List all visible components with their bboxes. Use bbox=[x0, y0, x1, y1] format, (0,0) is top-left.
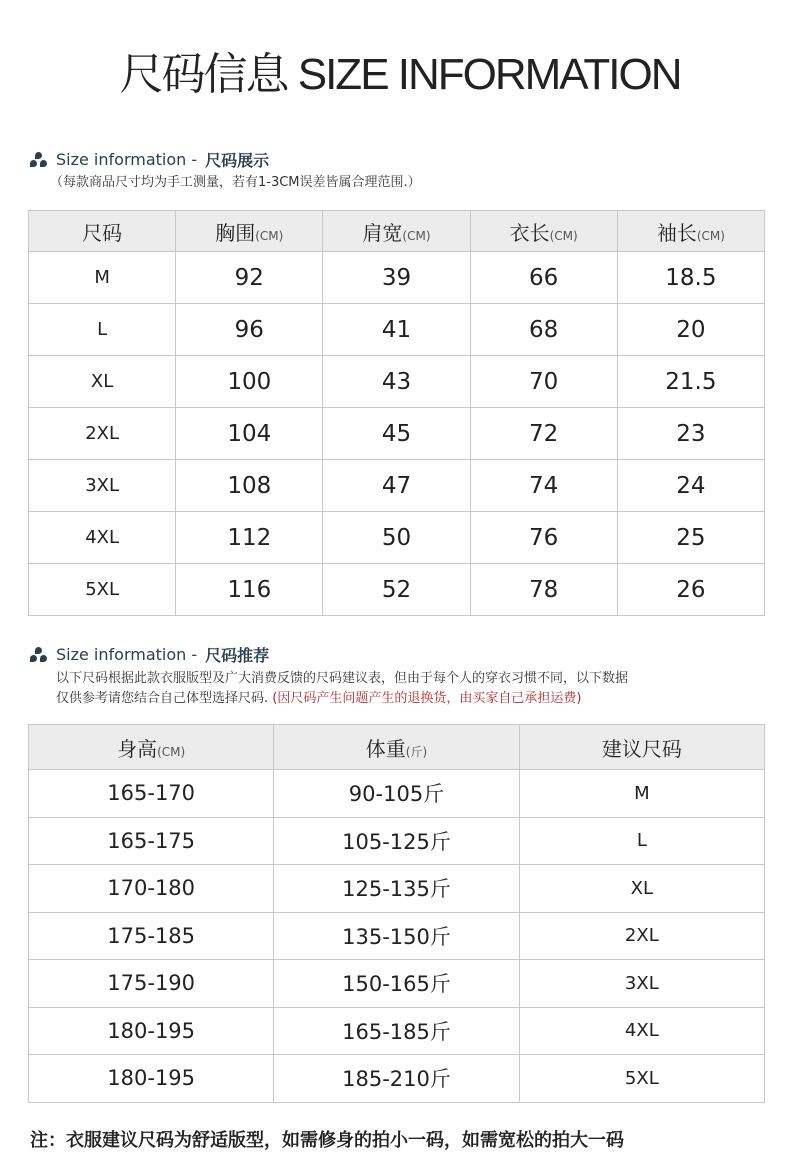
table-cell: 180-195 bbox=[29, 1055, 274, 1103]
table-row bbox=[29, 1007, 765, 1055]
table-cell: 47 bbox=[323, 460, 470, 512]
table-row bbox=[29, 356, 765, 408]
table-row bbox=[29, 1055, 765, 1103]
recommend-note bbox=[56, 669, 628, 709]
column-header: 建议尺码 bbox=[519, 725, 764, 770]
table-cell: 45 bbox=[323, 408, 470, 460]
table-cell: M bbox=[29, 252, 176, 304]
table-cell: 170-180 bbox=[29, 865, 274, 913]
table-cell: 76 bbox=[470, 512, 617, 564]
table-row bbox=[29, 817, 765, 865]
dots-icon bbox=[30, 152, 48, 168]
note-warning: (因尺码产生问题产生的退换货，由买家自己承担运费) bbox=[272, 691, 582, 706]
size-table bbox=[28, 210, 765, 616]
table-cell: 2XL bbox=[29, 408, 176, 460]
column-header: 尺码 bbox=[29, 211, 176, 252]
table-cell: 96 bbox=[176, 304, 323, 356]
column-header: 肩宽(CM) bbox=[323, 211, 470, 252]
table-row bbox=[29, 960, 765, 1008]
table-cell: 4XL bbox=[29, 512, 176, 564]
table-cell: 25 bbox=[617, 512, 764, 564]
table-cell: 21.5 bbox=[617, 356, 764, 408]
table-row bbox=[29, 564, 765, 616]
table-cell: 74 bbox=[470, 460, 617, 512]
table-cell: 24 bbox=[617, 460, 764, 512]
table-row bbox=[29, 512, 765, 564]
table-cell: XL bbox=[29, 356, 176, 408]
section-label: 尺码展示 bbox=[205, 151, 270, 170]
table-cell: 112 bbox=[176, 512, 323, 564]
table-cell: 92 bbox=[176, 252, 323, 304]
table-cell: 3XL bbox=[29, 460, 176, 512]
table-cell: 165-185斤 bbox=[274, 1007, 519, 1055]
table-cell: 135-150斤 bbox=[274, 912, 519, 960]
recommend-table bbox=[28, 724, 765, 1103]
section-prefix: Size information - bbox=[56, 150, 198, 169]
table-cell: 105-125斤 bbox=[274, 817, 519, 865]
note-line: 仅供参考请您结合自己体型选择尺码. bbox=[56, 691, 273, 706]
table-cell: 43 bbox=[323, 356, 470, 408]
table-cell: 2XL bbox=[519, 912, 764, 960]
table-cell: 23 bbox=[617, 408, 764, 460]
column-header: 身高(CM) bbox=[29, 725, 274, 770]
table-cell: 100 bbox=[176, 356, 323, 408]
table-cell: 18.5 bbox=[617, 252, 764, 304]
section-label: 尺码推荐 bbox=[205, 646, 270, 665]
page-title: 尺码信息 SIZE INFORMATION bbox=[119, 50, 681, 99]
table-cell: 20 bbox=[617, 304, 764, 356]
table-cell: 175-190 bbox=[29, 960, 274, 1008]
table-row bbox=[29, 252, 765, 304]
dots-icon bbox=[30, 647, 48, 663]
table-cell: M bbox=[519, 770, 764, 818]
table-cell: 90-105斤 bbox=[274, 770, 519, 818]
table-cell: L bbox=[519, 817, 764, 865]
table-cell: 104 bbox=[176, 408, 323, 460]
table-cell: 5XL bbox=[519, 1055, 764, 1103]
note-line: 以下尺码根据此款衣服版型及广大消费反馈的尺码建议表，但由于每个人的穿衣习惯不同，以下数据 bbox=[56, 671, 629, 686]
table-cell: 50 bbox=[323, 512, 470, 564]
section-heading-size-display bbox=[30, 148, 269, 171]
footer-note: 注：衣服建议尺码为舒适版型，如需修身的拍小一码，如需宽松的拍大一码 bbox=[30, 1130, 624, 1151]
table-cell: 185-210斤 bbox=[274, 1055, 519, 1103]
column-header: 袖长(CM) bbox=[617, 211, 764, 252]
table-cell: L bbox=[29, 304, 176, 356]
table-cell: 180-195 bbox=[29, 1007, 274, 1055]
column-header: 胸围(CM) bbox=[176, 211, 323, 252]
table-cell: 68 bbox=[470, 304, 617, 356]
table-cell: 52 bbox=[323, 564, 470, 616]
table-cell: 108 bbox=[176, 460, 323, 512]
table-cell: XL bbox=[519, 865, 764, 913]
table-row bbox=[29, 408, 765, 460]
table-cell: 150-165斤 bbox=[274, 960, 519, 1008]
table-row bbox=[29, 865, 765, 913]
table-cell: 70 bbox=[470, 356, 617, 408]
table-cell: 66 bbox=[470, 252, 617, 304]
table-cell: 72 bbox=[470, 408, 617, 460]
measurement-note: （每款商品尺寸均为手工测量，若有1-3CM误差皆属合理范围.） bbox=[50, 175, 421, 190]
table-cell: 3XL bbox=[519, 960, 764, 1008]
table-cell: 5XL bbox=[29, 564, 176, 616]
table-cell: 78 bbox=[470, 564, 617, 616]
table-cell: 116 bbox=[176, 564, 323, 616]
table-cell: 125-135斤 bbox=[274, 865, 519, 913]
table-row bbox=[29, 304, 765, 356]
table-cell: 165-170 bbox=[29, 770, 274, 818]
column-header: 衣长(CM) bbox=[470, 211, 617, 252]
section-prefix: Size information - bbox=[56, 645, 198, 664]
table-cell: 41 bbox=[323, 304, 470, 356]
table-row bbox=[29, 770, 765, 818]
column-header: 体重(斤) bbox=[274, 725, 519, 770]
table-cell: 39 bbox=[323, 252, 470, 304]
table-cell: 175-185 bbox=[29, 912, 274, 960]
table-row bbox=[29, 460, 765, 512]
table-row bbox=[29, 912, 765, 960]
section-heading-size-recommend bbox=[30, 643, 269, 666]
table-cell: 165-175 bbox=[29, 817, 274, 865]
table-cell: 4XL bbox=[519, 1007, 764, 1055]
table-cell: 26 bbox=[617, 564, 764, 616]
